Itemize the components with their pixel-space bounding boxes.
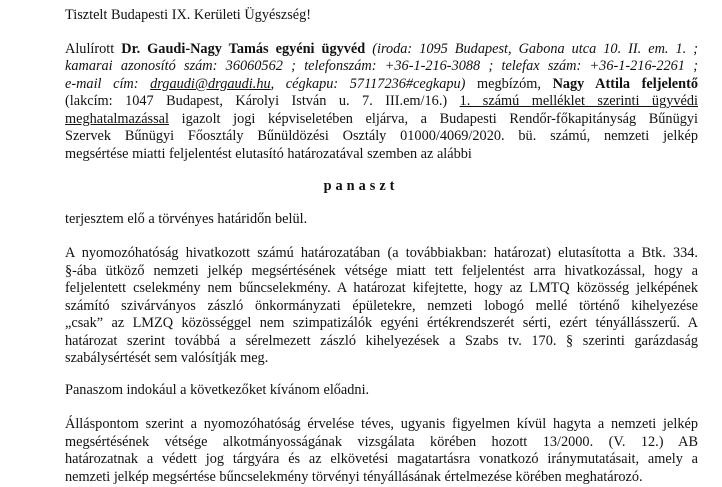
intro-line-2: kamarai azonosító szám: 36060562 ; telefonszám: +36-1-216-3088 ; telefax szám: +36-1-216-2261 ; <box>65 58 698 74</box>
office-address: (iroda: 1095 Budapest, Gabona utca 10. II. em. 1. ; <box>365 41 698 57</box>
intro-line-5 <box>65 111 698 129</box>
para1-line-4: számító szivárványos zászló önkormányzati épületekre, nemzeti lobogó mellé történő kihelyezése <box>65 298 698 314</box>
para1-line-6: határozat szerint továbbá a sérelmezett zászló kihelyezések a Szabs tv. 170. § szerinti garázdaság <box>65 333 698 349</box>
para2: Panaszom indokául a következőket kívánom előadni. <box>65 382 370 398</box>
intro-line-5-rest: igazolt jogi képviseletében eljárva, a Budapesti Rendőr-főkapitányság Bűnügyi <box>169 111 698 127</box>
para3-line-1: Álláspontom szerint a nyomozóhatóság érvelése téves, ugyanis figyelmen kívül hagyta a nemzeti jelkép <box>65 416 698 432</box>
email-link[interactable]: drgaudi@drgaudi.hu <box>150 76 271 92</box>
annex-reference: 1. számú melléklet szerinti ügyvédi <box>459 93 698 109</box>
greeting: Tisztelt Budapesti IX. Kerületi Ügyészség! <box>65 7 312 23</box>
para1-line-3: feljelentett cselekmény nem bűncselekmény. A határozat kifejtette, hogy az LMTQ közösség jelképének <box>65 280 698 296</box>
para3-line-4: nemzeti jelkép megsértése bűncselekmény törvényi tényállásának értelmezése körében meghatározó. <box>65 469 643 485</box>
submit-line: terjesztem elő a törvényes határidőn belül. <box>65 211 308 227</box>
intro-line-7: megsértése miatti feljelentést elutasító határozatával szemben az alábbi <box>65 146 472 162</box>
client-name: Nagy Attila feljelentő <box>552 76 699 92</box>
para1-line-2: §-ába ütköző nemzeti jelkép megsértésének vétsége miatt tett feljelentést arra hivatkozással, hogy a <box>65 263 698 279</box>
annex-reference-cont: meghatalmazással <box>65 111 170 127</box>
intro-line-3 <box>65 76 698 94</box>
heading-panaszt: panaszt <box>323 178 399 194</box>
intro-prefix: Alulírott <box>65 41 122 57</box>
lawyer-name: Dr. Gaudi-Nagy Tamás egyéni ügyvéd <box>121 41 366 57</box>
cegkapu: , cégkapu: 57117236#cegkapu) <box>270 76 466 92</box>
para1-line-7: szabálysértését sem valósítják meg. <box>65 350 269 366</box>
client-prefix: megbízóm, <box>465 76 553 92</box>
para3-line-3: határozatnak a védett jog tárgyára és az elkövetési magatartásra vonatkozó iránymutatásait, amely a <box>65 451 698 467</box>
client-address: (lakcím: 1047 Budapest, Károlyi István u. 7. III.em/16.) <box>65 93 460 109</box>
email-label: e-mail cím: <box>65 76 151 92</box>
para3-line-2: megsértésének vétsége alkotmányosságának vizsgálata körében hozott 13/2000. (V. 12.) AB <box>65 434 698 450</box>
para1-line-1: A nyomozóhatóság hivatkozott számú határozatában (a továbbiakban: határozat) elutasította a Btk. 334. <box>65 245 698 261</box>
intro-line-6: Szervek Bűnügyi Főosztály Bűnüldözési Osztály 01000/4069/2020. bü. számú, nemzeti jelkép <box>65 128 698 144</box>
intro-line-1 <box>65 41 698 59</box>
para1-line-5: „csak” az LMZQ közösséggel nem szimpatizálók egyéni értékrendszerét sérti, ezért tényállásszerű. A <box>65 315 698 331</box>
intro-line-4 <box>65 93 698 111</box>
